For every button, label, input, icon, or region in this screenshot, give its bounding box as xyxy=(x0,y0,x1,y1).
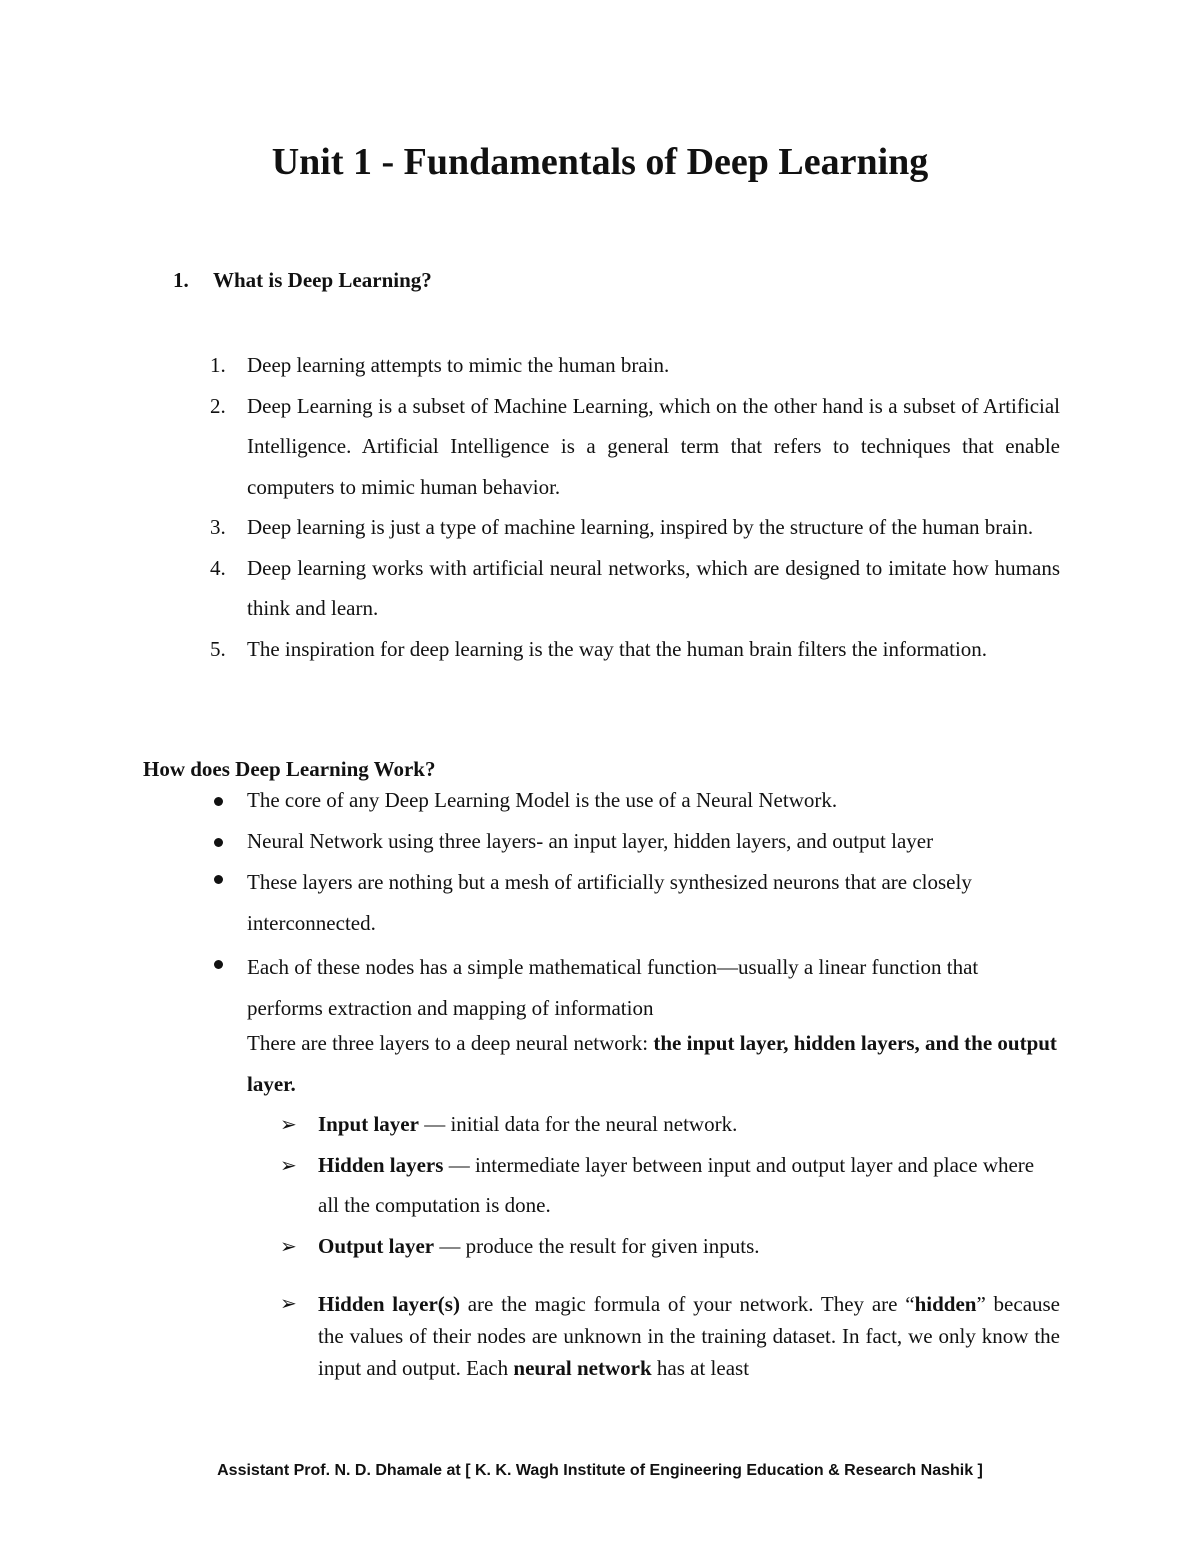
bullet-item xyxy=(205,784,1065,817)
page-title: Unit 1 - Fundamentals of Deep Learning xyxy=(271,141,929,183)
layer-description: — produce the result for given inputs. xyxy=(434,1233,760,1258)
layer-term: Hidden layers xyxy=(318,1152,444,1177)
layers-intro-bold-text: the input layer, hidden layers, and the output layer. xyxy=(247,1031,1057,1096)
bullet-item xyxy=(205,825,1065,858)
layers-intro-text: There are three layers to a deep neural network: xyxy=(247,1031,654,1055)
bullet-dot-icon xyxy=(214,960,223,969)
hidden-note-text: has at least xyxy=(651,1356,750,1380)
bullet-text: Neural Network using three layers- an input layer, hidden layers, and output layer xyxy=(247,829,934,853)
list-item xyxy=(205,548,1060,629)
arrow-bullet-icon: ➢ xyxy=(280,1112,297,1136)
list-item-number: 4. xyxy=(210,555,226,580)
arrow-list-item xyxy=(280,1226,1060,1267)
page-footer: Assistant Prof. N. D. Dhamale at [ K. K. Wagh Institute of Engineering Education & Research Nashik ] xyxy=(217,1462,983,1479)
bullet-text: The core of any Deep Learning Model is the use of a Neural Network. xyxy=(247,788,838,812)
hidden-layer-term: Hidden layer(s) xyxy=(318,1292,460,1316)
arrow-list-item xyxy=(280,1288,1060,1384)
arrow-bullet-icon: ➢ xyxy=(280,1233,297,1258)
bullet-item xyxy=(205,947,1065,1028)
list-item-text: Deep learning is just a type of machine learning, inspired by the structure of the human brain. xyxy=(247,515,1034,539)
list-item-text: The inspiration for deep learning is the way that the human brain filters the information. xyxy=(247,636,988,661)
hidden-note-text: ” because the values of their nodes are unknown in the training dataset. In fact, we only know the input and output. Each xyxy=(318,1292,1061,1380)
layer-term: Input layer xyxy=(318,1112,419,1136)
bullet-dot-icon xyxy=(214,838,223,847)
hidden-note-bold: hidden xyxy=(914,1292,977,1316)
list-item-text: Deep learning works with artificial neural networks, which are designed to imitate how humans think and learn. xyxy=(247,555,1060,620)
hidden-note-text: are the magic formula of your network. They are “ xyxy=(459,1292,915,1316)
layer-description: — initial data for the neural network. xyxy=(418,1112,738,1136)
list-item xyxy=(205,345,1060,386)
section-heading-what-is-deep-learning xyxy=(173,268,432,293)
arrow-bullet-icon: ➢ xyxy=(280,1152,297,1177)
list-item xyxy=(205,507,1060,548)
layer-description: — intermediate layer between input and output layer and place where all the computation is done. xyxy=(318,1152,1035,1217)
bullet-text: Each of these nodes has a simple mathematical function—usually a linear function that performs extraction and mapping of information xyxy=(247,955,979,1020)
arrow-bullet-icon: ➢ xyxy=(280,1291,297,1315)
bullet-dot-icon xyxy=(214,875,223,884)
layers-intro-paragraph xyxy=(247,1023,1067,1104)
subsection-heading-how-does-it-work: How does Deep Learning Work? xyxy=(143,757,436,781)
section-heading-text: What is Deep Learning? xyxy=(213,268,432,292)
list-item-number: 2. xyxy=(210,393,226,418)
arrow-list-item xyxy=(280,1145,1060,1226)
bullet-text: These layers are nothing but a mesh of artificially synthesized neurons that are closely interconnected. xyxy=(247,870,972,935)
layers-arrow-list xyxy=(280,1104,1060,1384)
list-item-number: 1. xyxy=(210,353,226,377)
list-item-text: Deep learning attempts to mimic the human brain. xyxy=(247,353,670,377)
list-item-text: Deep Learning is a subset of Machine Learning, which on the other hand is a subset of Artificial Intelligence. Artificial Intelligence is a general term that refers to techniques that enable computers to mimic human behavior. xyxy=(247,393,1060,499)
list-item xyxy=(205,629,1060,670)
arrow-list-item xyxy=(280,1104,1060,1145)
layer-term: Output layer xyxy=(318,1233,435,1258)
section-number: 1. xyxy=(173,268,189,292)
how-it-works-bullet-list xyxy=(205,784,1065,1028)
hidden-note-bold: neural network xyxy=(513,1356,652,1380)
deep-learning-points-list xyxy=(205,345,1060,669)
bullet-item xyxy=(205,862,1065,943)
bullet-dot-icon xyxy=(214,797,223,806)
list-item-number: 5. xyxy=(210,636,226,661)
list-item-number: 3. xyxy=(210,515,226,539)
list-item xyxy=(205,386,1060,508)
